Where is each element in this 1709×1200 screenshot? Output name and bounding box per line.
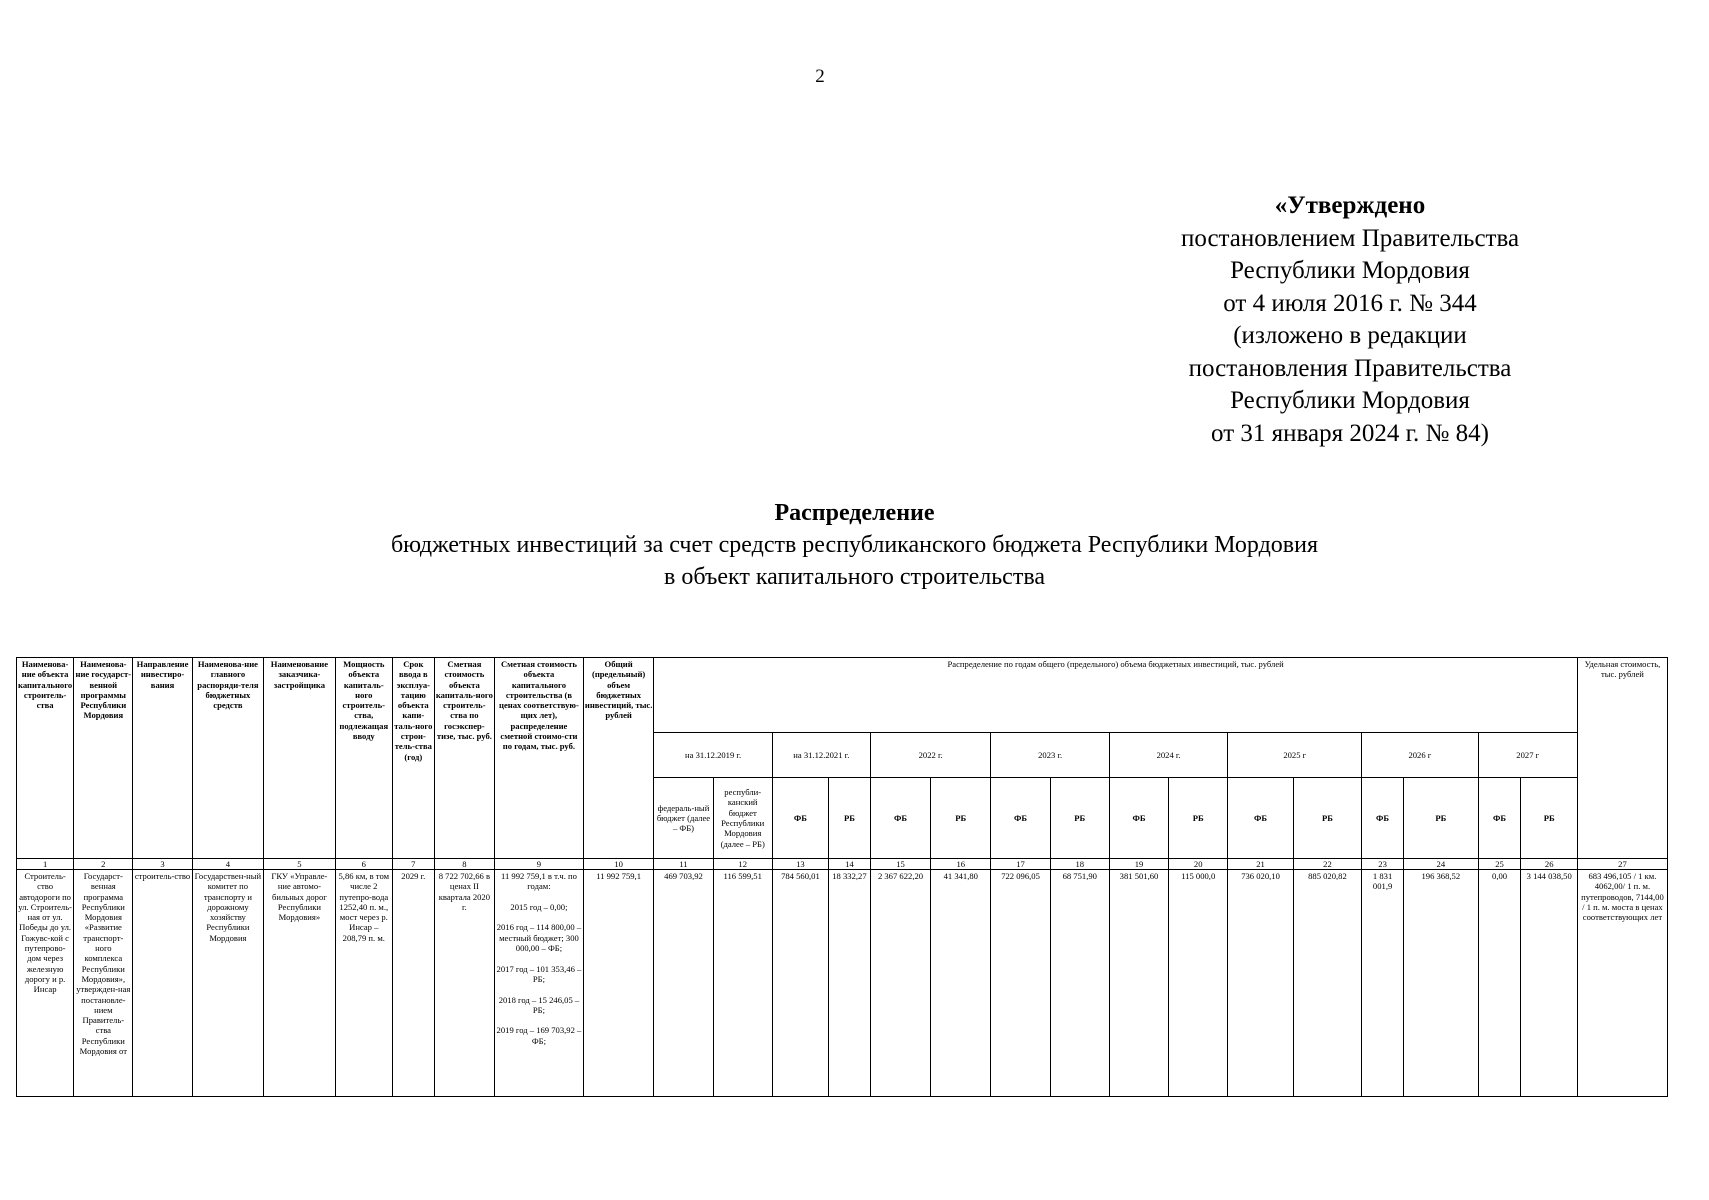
cell-2024-rb: 115 000,0 [1169,870,1228,1097]
column-number: 9 [495,859,584,870]
column-number: 3 [133,859,192,870]
cell-2022-rb: 41 341,80 [931,870,991,1097]
header-unit-cost: Удельная стоимость, тыс. рублей [1577,658,1667,859]
period-header: 2025 г [1228,733,1362,778]
period-header: 2027 г [1478,733,1577,778]
column-number: 22 [1293,859,1361,870]
document-title-line: в объект капитального строительства [664,564,1045,590]
cell-2022-fb: 2 367 622,20 [870,870,930,1097]
column-number: 17 [991,859,1050,870]
column-number: 23 [1362,859,1404,870]
column-number: 5 [264,859,336,870]
cell-estimated-cost: 8 722 702,66 в ценах II квартала 2020 г. [434,870,494,1097]
sub-header-rb: РБ [1050,778,1109,859]
period-header: на 31.12.2021 г. [772,733,870,778]
column-number: 4 [192,859,264,870]
column-number: 13 [772,859,828,870]
column-number: 19 [1109,859,1168,870]
cell-2027-fb: 0,00 [1478,870,1521,1097]
column-number: 18 [1050,859,1109,870]
cell-2021-fb: 784 560,01 [772,870,828,1097]
header-program-name: Наименова-ние государст-венной программы Республики Мордовия [74,658,133,859]
column-number: 2 [74,859,133,870]
column-number: 20 [1169,859,1228,870]
period-header: 2023 г. [991,733,1109,778]
cell-2026-rb: 196 368,52 [1404,870,1479,1097]
column-number: 16 [931,859,991,870]
cell-2025-rb: 885 020,82 [1293,870,1361,1097]
approval-line: от 31 января 2024 г. № 84) [1211,419,1489,447]
cell-2027-rb: 3 144 038,50 [1521,870,1577,1097]
cell-chief-manager: Государствен-ный комитет по транспорту и дорожному хозяйству Республики Мордовия [192,870,264,1097]
column-number: 7 [392,859,434,870]
cell-unit-cost: 683 496,105 / 1 км. 4062,00/ 1 п. м. путепроводов, 7144,00 / 1 п. м. моста в ценах соответствующих лет [1577,870,1667,1097]
sub-header-rb: республи-канский бюджет Республики Мордовия (далее – РБ) [713,778,772,859]
approval-line: Республики Мордовия [1230,387,1470,414]
approval-line: постановлением Правительства [1180,224,1520,252]
cell-commissioning-year: 2029 г. [392,870,434,1097]
cell-total-volume: 11 992 759,1 [583,870,653,1097]
approval-line: от 4 июля 2016 г. № 344 [1223,289,1477,317]
approval-title: «Утверждено [1274,192,1426,219]
approval-block [1130,190,1570,450]
document-title-main: Распределение [774,500,935,526]
sub-header-fb: ФБ [870,778,930,859]
header-cost-by-years: Сметная стоимость объекта капитального строительства (в ценах соответствую-щих лет), распределение сметной стоимо-сти по годам, тыс. руб. [495,658,584,859]
period-header: 2024 г. [1109,733,1227,778]
cell-object-name: Строитель-ство автодороги по ул. Строитель-ная от ул. Победы до ул. Гожувс-кой с путепрово-дом через железную дорогу и р. Инсар [17,870,74,1097]
sub-header-fb: федераль-ный бюджет (далее – ФБ) [654,778,713,859]
table-row [17,870,1668,1097]
header-estimated-cost: Сметная стоимость объекта капиталь-ного строитель-ства по госэкспер-тизе, тыс. руб. [434,658,494,859]
cell-2019-fb: 469 703,92 [654,870,713,1097]
sub-header-fb: ФБ [1109,778,1168,859]
column-number-row [17,859,1668,870]
column-number: 27 [1577,859,1667,870]
column-number: 21 [1228,859,1293,870]
sub-header-rb: РБ [931,778,991,859]
cell-2023-fb: 722 096,05 [991,870,1050,1097]
period-header: 2026 г [1362,733,1478,778]
cell-capacity: 5,86 км, в том числе 2 путепро-вода 1252,40 п. м., мост через р. Инсар – 208,79 п. м. [335,870,392,1097]
header-object-name: Наименова-ние объекта капитального строитель-ства [17,658,74,859]
cell-2019-rb: 116 599,51 [713,870,772,1097]
page-number: 2 [815,66,825,87]
sub-header-fb: ФБ [1362,778,1404,859]
column-number: 11 [654,859,713,870]
sub-header-rb: РБ [1404,778,1479,859]
cell-2024-fb: 381 501,60 [1109,870,1168,1097]
header-investment-direction: Направление инвестиро-вания [133,658,192,859]
approval-line: постановления Правительства [1188,354,1512,382]
approval-line: (изложено в редакции [1233,322,1467,349]
column-number: 24 [1404,859,1479,870]
header-capacity: Мощность объекта капиталь-ного строитель-ства, подлежащая вводу [335,658,392,859]
header-commissioning-year: Срок ввода в эксплуа-тацию объекта капи-таль-ного строи-тель-ства (год) [392,658,434,859]
sub-header-fb: ФБ [772,778,828,859]
period-header: на 31.12.2019 г. [654,733,772,778]
document-title [0,497,1709,593]
header-chief-manager: Наименова-ние главного распоряди-теля бюджетных средств [192,658,264,859]
cell-2023-rb: 68 751,90 [1050,870,1109,1097]
column-number: 6 [335,859,392,870]
cell-investment-direction: строитель-ство [133,870,192,1097]
column-number: 12 [713,859,772,870]
sub-header-fb: ФБ [1228,778,1293,859]
header-distribution: Распределение по годам общего (предельного) объема бюджетных инвестиций, тыс. рублей [654,658,1578,733]
approval-line: Республики Мордовия [1230,257,1470,284]
document-title-line: бюджетных инвестиций за счет средств республиканского бюджета Республики Мордовия [390,532,1319,558]
cell-2025-fb: 736 020,10 [1228,870,1293,1097]
column-number: 15 [870,859,930,870]
sub-header-fb: ФБ [991,778,1050,859]
sub-header-rb: РБ [1521,778,1577,859]
cell-2026-fb: 1 831 001,9 [1362,870,1404,1097]
cell-2021-rb: 18 332,27 [829,870,871,1097]
budget-table [16,657,1668,1097]
sub-header-rb: РБ [829,778,871,859]
cell-cost-by-years: 11 992 759,1 в т.ч. по годам: 2015 год – 0,00; 2016 год – 114 800,00 – местный бюджет; 300 000,00 – ФБ; 2017 год – 101 353,46 – РБ; 2018 год – 15 246,05 – РБ; 2019 год – 169 703,92 – ФБ; [495,870,584,1097]
sub-header-fb: ФБ [1478,778,1521,859]
column-number: 1 [17,859,74,870]
column-number: 25 [1478,859,1521,870]
sub-header-rb: РБ [1169,778,1228,859]
cell-customer: ГКУ «Управле-ние автомо-бильных дорог Республики Мордовия» [264,870,336,1097]
header-total-volume: Общий (предельный) объем бюджетных инвестиций, тыс. рублей [583,658,653,859]
column-number: 8 [434,859,494,870]
column-number: 26 [1521,859,1577,870]
header-customer: Наименование заказчика-застройщика [264,658,336,859]
column-number: 10 [583,859,653,870]
cell-program-name: Государст-венная программа Республики Мордовия «Развитие транспорт-ного комплекса Республики Мордовия», утвержден-ная постановле-нием Правитель-ства Республики Мордовия от [74,870,133,1097]
period-header: 2022 г. [870,733,991,778]
sub-header-rb: РБ [1293,778,1361,859]
column-number: 14 [829,859,871,870]
